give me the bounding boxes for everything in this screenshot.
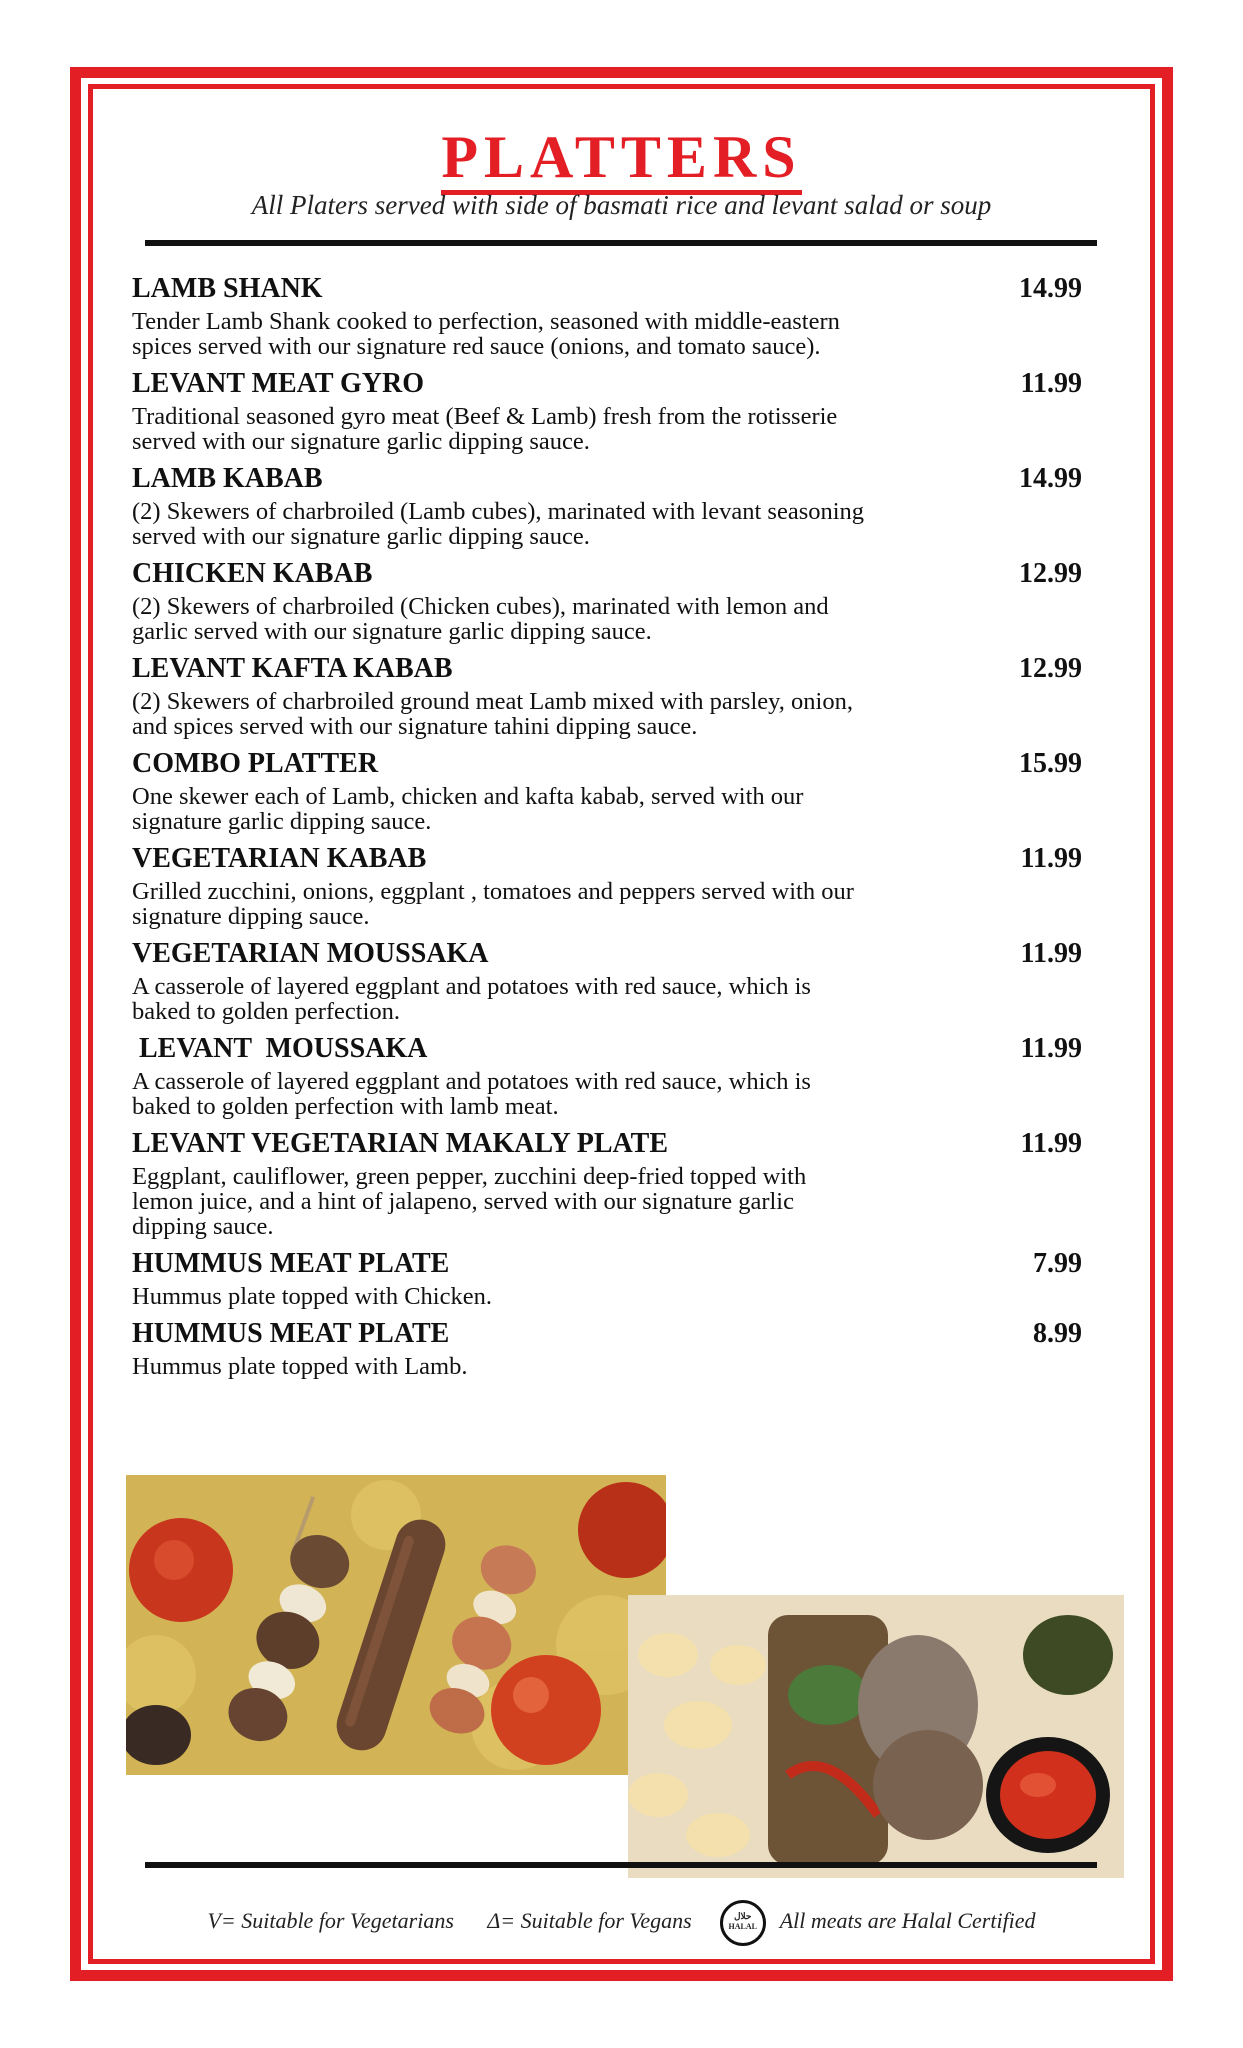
item-price: 11.99 bbox=[1020, 843, 1082, 874]
item-price: 14.99 bbox=[1019, 273, 1082, 304]
item-price: 7.99 bbox=[1033, 1248, 1082, 1279]
item-description: Hummus plate topped with Chicken. bbox=[132, 1283, 492, 1310]
item-description: One skewer each of Lamb, chicken and kafta kabab, served with our signature garlic dipping sauce. bbox=[132, 783, 804, 835]
halal-icon: حلال HALAL bbox=[720, 1900, 766, 1946]
menu-item bbox=[132, 462, 1082, 549]
item-name: VEGETARIAN KABAB bbox=[132, 843, 427, 874]
item-name: HUMMUS MEAT PLATE bbox=[132, 1248, 450, 1279]
menu-item bbox=[132, 1127, 1082, 1239]
item-name: LEVANT MOUSSAKA bbox=[132, 1033, 428, 1064]
menu-item bbox=[132, 1317, 1082, 1379]
menu-item bbox=[132, 1032, 1082, 1119]
menu-item bbox=[132, 937, 1082, 1024]
kabab-platter-photo bbox=[126, 1475, 666, 1775]
menu-item bbox=[132, 652, 1082, 739]
item-price: 14.99 bbox=[1019, 463, 1082, 494]
item-description: Eggplant, cauliflower, green pepper, zucchini deep-fried topped with lemon juice, and a hint of jalapeno, served with our signature garlic dipping sauce. bbox=[132, 1163, 807, 1240]
item-price: 11.99 bbox=[1020, 368, 1082, 399]
title-text: PLATTERS bbox=[441, 124, 801, 195]
item-price: 11.99 bbox=[1020, 1033, 1082, 1064]
item-name: LEVANT MEAT GYRO bbox=[132, 368, 424, 399]
item-description: Grilled zucchini, onions, eggplant , tomatoes and peppers served with our signature dipping sauce. bbox=[132, 878, 854, 930]
vegan-legend: Δ= Suitable for Vegans bbox=[487, 1908, 692, 1934]
menu-item bbox=[132, 747, 1082, 834]
item-price: 15.99 bbox=[1019, 748, 1082, 779]
item-name: LAMB SHANK bbox=[132, 273, 323, 304]
item-name: CHICKEN KABAB bbox=[132, 558, 373, 589]
item-name: LEVANT VEGETARIAN MAKALY PLATE bbox=[132, 1128, 669, 1159]
bottom-divider bbox=[145, 1862, 1097, 1868]
menu-item bbox=[132, 367, 1082, 454]
item-description: Traditional seasoned gyro meat (Beef & Lamb) fresh from the rotisserie served with our signature garlic dipping sauce. bbox=[132, 403, 838, 455]
menu-item bbox=[132, 272, 1082, 359]
item-description: (2) Skewers of charbroiled (Lamb cubes), marinated with levant seasoning served with our signature garlic dipping sauce. bbox=[132, 498, 865, 550]
item-price: 12.99 bbox=[1019, 558, 1082, 589]
item-name: VEGETARIAN MOUSSAKA bbox=[132, 938, 489, 969]
item-description: Tender Lamb Shank cooked to perfection, seasoned with middle-eastern spices served with our signature red sauce (onions, and tomato sauce). bbox=[132, 308, 840, 360]
item-description: A casserole of layered eggplant and potatoes with red sauce, which is baked to golden perfection. bbox=[132, 973, 811, 1025]
item-price: 12.99 bbox=[1019, 653, 1082, 684]
menu-item bbox=[132, 557, 1082, 644]
vegetarian-legend: V= Suitable for Vegetarians bbox=[207, 1908, 454, 1934]
item-name: HUMMUS MEAT PLATE bbox=[132, 1318, 450, 1349]
item-name: COMBO PLATTER bbox=[132, 748, 379, 779]
item-description: (2) Skewers of charbroiled (Chicken cubes), marinated with lemon and garlic served with our signature garlic dipping sauce. bbox=[132, 593, 829, 645]
menu-item bbox=[132, 842, 1082, 929]
item-price: 11.99 bbox=[1020, 1128, 1082, 1159]
item-description: A casserole of layered eggplant and potatoes with red sauce, which is baked to golden perfection with lamb meat. bbox=[132, 1068, 811, 1120]
halal-legend: All meats are Halal Certified bbox=[779, 1908, 1036, 1934]
item-description: (2) Skewers of charbroiled ground meat Lamb mixed with parsley, onion, and spices served with our signature tahini dipping sauce. bbox=[132, 688, 853, 740]
menu-item bbox=[132, 1247, 1082, 1309]
top-divider bbox=[145, 240, 1097, 246]
page-subtitle: All Platers served with side of basmati rice and levant salad or soup bbox=[251, 190, 992, 220]
menu-items bbox=[132, 272, 1082, 1387]
item-name: LEVANT KAFTA KABAB bbox=[132, 653, 453, 684]
legend bbox=[0, 1900, 1243, 1946]
makaly-plate-photo bbox=[628, 1595, 1124, 1878]
item-name: LAMB KABAB bbox=[132, 463, 323, 494]
page-title bbox=[0, 122, 1243, 192]
halal-badge-text: HALAL bbox=[728, 1922, 757, 1931]
item-description: Hummus plate topped with Lamb. bbox=[132, 1353, 468, 1380]
item-price: 8.99 bbox=[1033, 1318, 1082, 1349]
item-price: 11.99 bbox=[1020, 938, 1082, 969]
